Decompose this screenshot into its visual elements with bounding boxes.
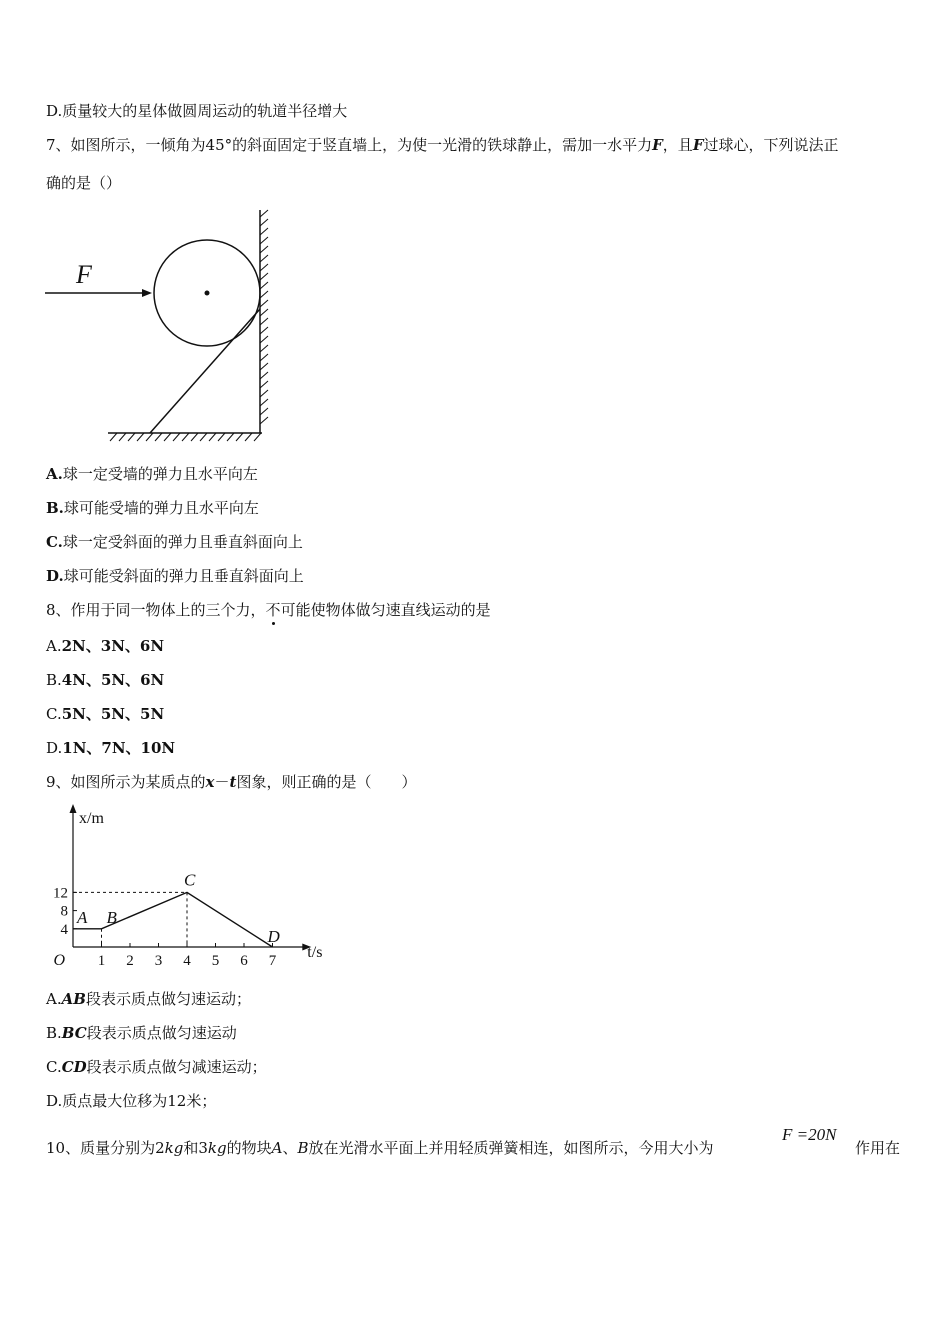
ground-hatch-mark: [200, 433, 207, 441]
wall-hatch-mark: [260, 300, 268, 307]
x-tick-label: 5: [211, 953, 220, 969]
ground-hatch-mark: [245, 433, 252, 441]
wall-hatch-mark: [260, 255, 268, 262]
y-tick-label: 8: [60, 903, 68, 920]
q9-xt-chart: [40, 800, 330, 975]
q7-option-d: D.球可能受斜面的弹力且垂直斜面向上: [46, 567, 304, 585]
wall-hatch-mark: [260, 390, 268, 397]
q10-stem: 10、质量分别为2kg和3kg的物块A、B放在光滑水平面上并用轻质弹簧相连，如图所示，今用大小为: [46, 1139, 714, 1157]
ground-hatch-mark: [128, 433, 135, 441]
wall-hatch-mark: [260, 381, 268, 388]
ground-hatch-mark: [137, 433, 144, 441]
q10-stem-end: 作用在: [855, 1139, 901, 1157]
point-label-b: B: [106, 907, 117, 927]
q8-stem: 8、作用于同一物体上的三个力，不可能使物体做匀速直线运动的是: [46, 601, 491, 619]
q7-text-3: 过球心，下列说法正: [703, 136, 839, 154]
y-tick-label: 12: [53, 885, 68, 902]
y-tick-label: 4: [60, 921, 68, 938]
wall-hatch-mark: [260, 408, 268, 415]
wall-hatching: [260, 210, 268, 424]
q9-option-c: C.CD段表示质点做匀减速运动；: [46, 1058, 267, 1076]
q7-stem-line1: [46, 135, 838, 155]
ground-hatch-mark: [236, 433, 243, 441]
wall-hatch-mark: [260, 219, 268, 226]
q10-equation: F =20N: [782, 1125, 837, 1144]
ground-hatch-mark: [191, 433, 198, 441]
wall-hatch-mark: [260, 327, 268, 334]
q7-figure: [40, 205, 280, 445]
q7-f-symbol-2: F: [692, 136, 704, 154]
ground-hatch-mark: [146, 433, 153, 441]
wall-hatch-mark: [260, 273, 268, 280]
wall-hatch-mark: [260, 246, 268, 253]
wall-hatch-mark: [260, 354, 268, 361]
q8-option-b: B.4N、5N、6N: [46, 671, 165, 689]
ball-center: [205, 291, 210, 296]
wall-hatch-mark: [260, 210, 268, 217]
x-tick-label: 3: [154, 953, 163, 969]
q7-option-a: A.球一定受墙的弹力且水平向左: [46, 465, 258, 483]
q7-option-b: B.球可能受墙的弹力且水平向左: [46, 499, 259, 517]
ground-hatch-mark: [119, 433, 126, 441]
ground-hatch-mark: [173, 433, 180, 441]
ground-hatching: [110, 433, 261, 441]
x-tick-label: 2: [126, 953, 134, 969]
q9-option-b: B.BC段表示质点做匀速运动: [46, 1024, 237, 1042]
series-line: [73, 892, 273, 947]
q7-text-2: ，且: [662, 136, 693, 154]
wall-hatch-mark: [260, 345, 268, 352]
wall-hatch-mark: [260, 372, 268, 379]
q7-f-symbol: F: [652, 136, 663, 154]
force-arrowhead: [142, 289, 152, 297]
wall-hatch-mark: [260, 309, 268, 316]
ground-hatch-mark: [182, 433, 189, 441]
x-tick-label: 1: [97, 953, 106, 969]
wall-hatch-mark: [260, 336, 268, 343]
ground-hatch-mark: [227, 433, 234, 441]
x-tick-label: 7: [268, 953, 277, 969]
x-tick-label: 4: [183, 953, 191, 969]
point-label-c: C: [184, 870, 196, 890]
q8-option-a: A.2N、3N、6N: [46, 637, 165, 655]
point-label-a: A: [77, 907, 88, 927]
wall-hatch-mark: [260, 399, 268, 406]
q7-stem-line2: 确的是（）: [46, 174, 122, 192]
ground-hatch-mark: [218, 433, 225, 441]
wall-hatch-mark: [260, 291, 268, 298]
wall-hatch-mark: [260, 282, 268, 289]
wall-hatch-mark: [260, 318, 268, 325]
q6-option-d: D.质量较大的星体做圆周运动的轨道半径增大: [46, 102, 348, 120]
q8-option-d: D.1N、7N、10N: [46, 739, 176, 757]
q8-option-c: C.5N、5N、5N: [46, 705, 165, 723]
ground-hatch-mark: [254, 433, 261, 441]
force-label: F: [76, 260, 92, 289]
y-axis-label: x/m: [79, 810, 104, 827]
wall-hatch-mark: [260, 417, 268, 424]
wall-hatch-mark: [260, 237, 268, 244]
y-axis-arrow: [70, 804, 77, 813]
x-tick-label: 6: [240, 953, 248, 969]
ground-hatch-mark: [209, 433, 216, 441]
q7-text-1: 7、如图所示，一倾角为45°的斜面固定于竖直墙上，为使一光滑的铁球静止，需加一水平力: [46, 136, 653, 154]
q9-option-a: A.AB段表示质点做匀速运动；: [46, 990, 251, 1008]
wall-hatch-mark: [260, 264, 268, 271]
ground-hatch-mark: [155, 433, 162, 441]
q7-option-c: C.球一定受斜面的弹力且垂直斜面向上: [46, 533, 303, 551]
ground-hatch-mark: [110, 433, 117, 441]
ground-hatch-mark: [164, 433, 171, 441]
origin-label: O: [53, 952, 65, 969]
wall-hatch-mark: [260, 228, 268, 235]
point-label-d: D: [267, 927, 280, 946]
wall-hatch-mark: [260, 363, 268, 370]
x-axis-label: t/s: [307, 944, 323, 961]
q9-option-d: D.质点最大位移为12米；: [46, 1092, 217, 1110]
emphasis-dot: 不: [265, 601, 281, 619]
q9-stem: 9、如图所示为某质点的x－t图象，则正确的是（ ）: [46, 773, 417, 791]
